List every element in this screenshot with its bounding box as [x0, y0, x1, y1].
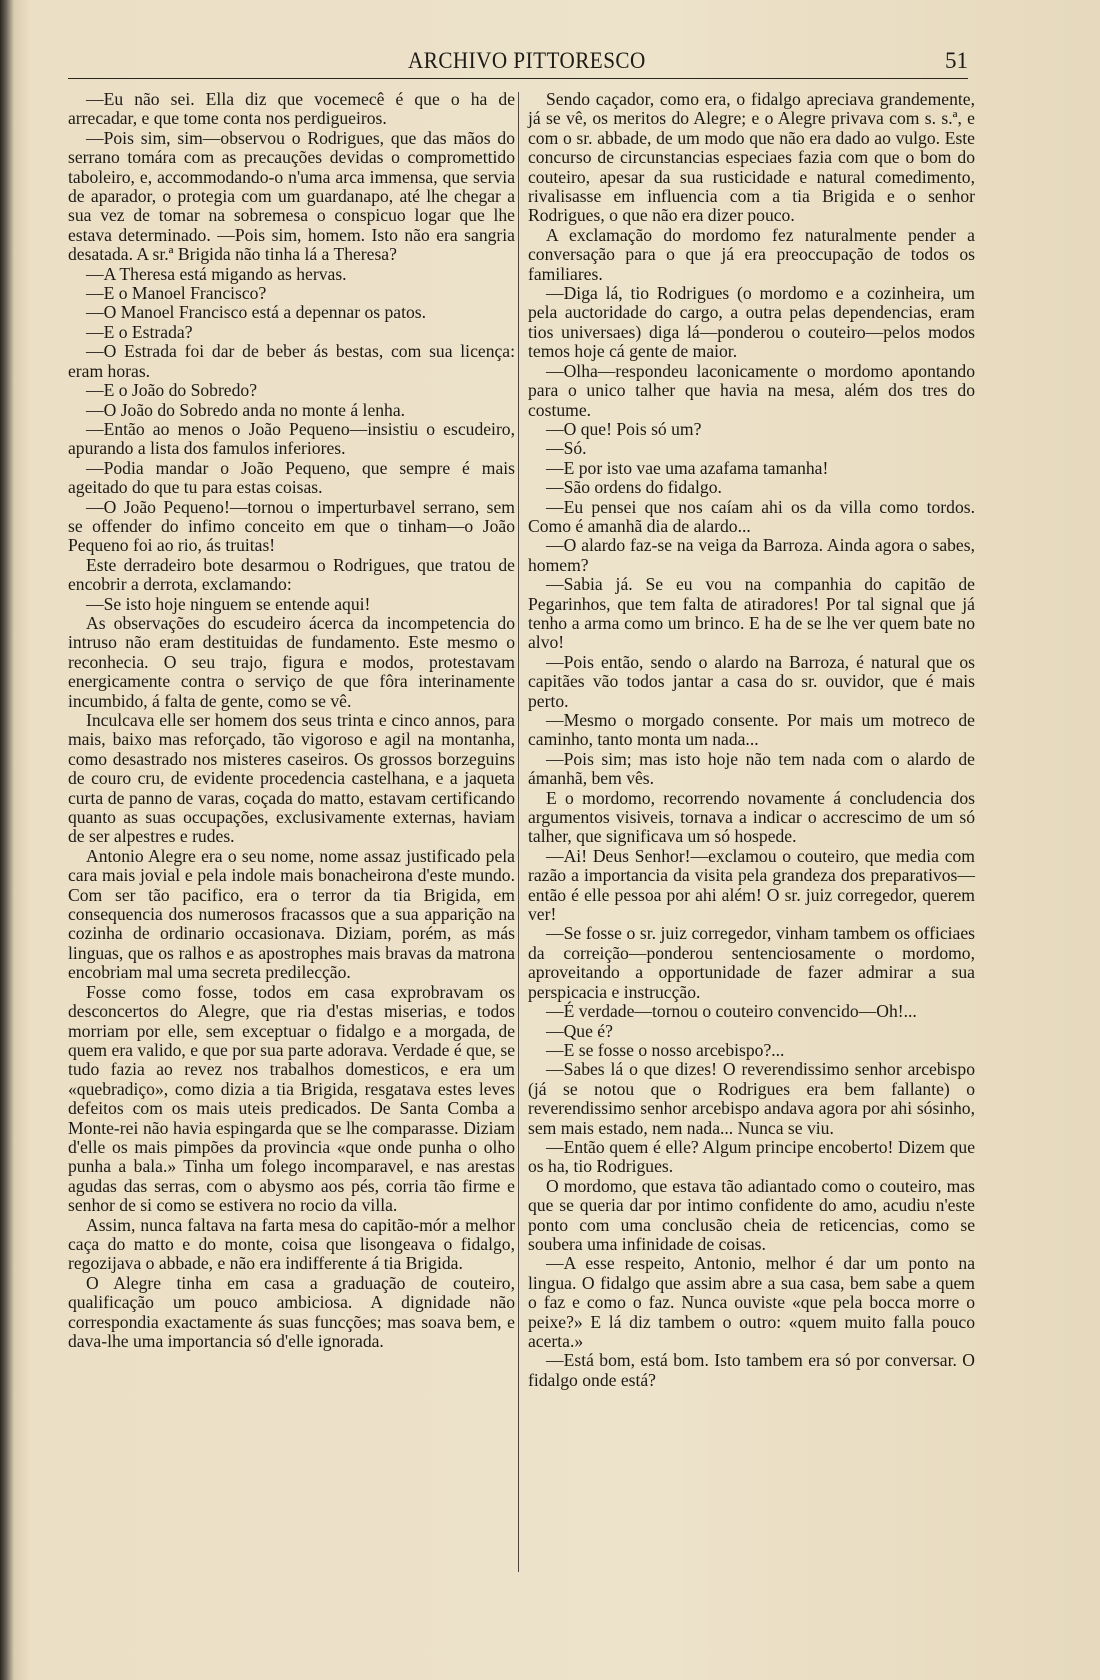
paragraph: —Eu pensei que nos caíam ahi os da villa como tordos. Como é amanhã dia de alardo...: [528, 496, 975, 536]
paragraph: O mordomo, que estava tão adiantado como o couteiro, mas que se queria dar por intimo confidente do amo, acudiu n'este ponto com uma conclusão cheia de reticencias, como se soubera uma infinidade de coisas.: [528, 1175, 975, 1254]
paragraph: —Se fosse o sr. juiz corregedor, vinham tambem os officiaes da correição—ponderou sentenciosamente o mordomo, aproveitando a opportunidade de fazer admirar a sua perspicacia e instrucção.: [528, 923, 975, 1002]
paragraph: —O Estrada foi dar de beber ás bestas, com sua licença: eram horas.: [68, 341, 515, 381]
paragraph: —E o Manoel Francisco?: [86, 283, 267, 304]
paragraph: —O João do Sobredo anda no monte á lenha.: [86, 399, 406, 420]
paragraph: —Pois então, sendo o alardo na Barroza, é natural que os capitães vão todos jantar a casa do sr. ouvidor, que é mais perto.: [528, 651, 975, 711]
paragraph: —São ordens do fidalgo.: [546, 477, 722, 498]
paragraph: —Então quem é elle? Algum principe encoberto! Dizem que os ha, tio Rodrigues.: [528, 1136, 975, 1177]
paragraph: —Olha—respondeu laconicamente o mordomo apontando para o unico talher que havia na mesa, além dos tres do costume.: [528, 360, 975, 420]
paragraph: —O que! Pois só um?: [546, 418, 702, 439]
paragraph: —Só.: [546, 438, 587, 459]
paragraph: Inculcava elle ser homem dos seus trinta e cinco annos, para mais, baixo mas reforçado, tão vigoroso e agil na montanha, como desastrado nos misteres caseiros. Os grossos borzeguins de couro cru, de evidente procedencia castelhana, e a jaqueta curta de panno de varas, coçada do matto, estavam certificando quanto as suas occupações, exclusivamente externas, haviam de ser alpestres e rudes.: [68, 710, 515, 847]
paragraph: Este derradeiro bote desarmou o Rodrigues, que tratou de encobrir a derrota, exclamando:: [68, 554, 515, 595]
column-divider: [518, 92, 519, 1572]
right-column: [528, 90, 975, 1390]
page-number: 51: [945, 48, 968, 73]
paragraph: —E por isto vae uma azafama tamanha!: [546, 457, 829, 478]
paragraph: —E o João do Sobredo?: [86, 380, 258, 401]
paragraph: Assim, nunca faltava na farta mesa do capitão-mór a melhor caça do matto e do monte, coisa que lisongeava o fidalgo, regozijava o abbade, e não era indifferente á tia Brigida.: [68, 1214, 515, 1274]
paragraph: Antonio Alegre era o seu nome, nome assaz justificado pela cara mais jovial e pela indole mais bonacheirona d'este mundo. Com ser tão pacifico, era o terror da tia Brigida, em consequencia dos numerosos fracassos que a sua apparição na cozinha de ordinario occasionava. Diziam, porém, as más linguas, que os ralhos e as apostrophes mais bravas da matrona encobriam mal uma secreta predilecção.: [68, 845, 515, 983]
paragraph: —O João Pequeno!—tornou o imperturbavel serrano, sem se offender do infimo conceito em que o tinham—o João Pequeno foi ao rio, ás truitas!: [68, 496, 515, 556]
paragraph: —Mesmo o morgado consente. Por mais um motreco de caminho, tanto monta um nada...: [528, 710, 975, 750]
paragraph: Fosse como fosse, todos em casa exprobravam os desconcertos do Alegre, que ria d'estas miserias, e todos morriam por elle, sem exceptuar o fidalgo e a morgada, de quem era valido, e que por sua parte adorava. Verdade é que, se tudo fazia ao revez nos trabalhos domesticos, e era um «quebradiço», como dizia a tia Brigida, resgatava estes leves defeitos com os mais uteis predicados. De Santa Comba a Monte-rei não havia espingarda que se lhe comparasse. Diziam d'elle os mais pimpões da provincia «que onde punha o olho punha a bala.» Tinha um folego incomparavel, e nas arestas agudas das serras, com o abysmo aos pés, corria tão firme e senhor de si como se estivera no rocio da villa.: [68, 981, 515, 1216]
paragraph: —É verdade—tornou o couteiro convencido—Oh!...: [546, 1001, 917, 1022]
running-title: ARCHIVO PITTORESCO: [408, 48, 646, 73]
paragraph: As observações do escudeiro ácerca da incompetencia do intruso não eram destituidas de fundamento. Este mesmo o reconhecia. O seu trajo, figura e modos, protestavam energicamente contra o serviço de que fôra interinamente incumbido, á falta de gente, como se vê.: [68, 612, 515, 711]
paragraph: —Podia mandar o João Pequeno, que sempre é mais ageitado do que tu para estas coisas.: [68, 457, 515, 498]
paragraph: E o mordomo, recorrendo novamente á concludencia dos argumentos visiveis, tornava a indicar o accrescimo de um só talher, que significava um só hospede.: [528, 787, 975, 847]
paragraph: A exclamação do mordomo fez naturalmente pender a conversação para o que já era preoccupação de todos os familiares.: [528, 224, 975, 284]
paragraph: —Que é?: [546, 1020, 613, 1041]
paragraph: —Se isto hoje ninguem se entende aqui!: [86, 593, 371, 614]
paragraph: —Sabes lá o que dizes! O reverendissimo senhor arcebispo (já se notou que o Rodrigues era bem fallante) o reverendissimo senhor arcebispo andava agora por ahi sósinho, sem mais estado, nem nada... Nunca se viu.: [528, 1059, 975, 1138]
paragraph: —A esse respeito, Antonio, melhor é dar um ponto na lingua. O fidalgo que assim abre a sua casa, bem sabe a quem o faz e como o faz. Nunca ouviste «que pela bocca morre o peixe?» E lá diz tambem o outro: «quem muito falla pouco acerta.»: [528, 1253, 975, 1351]
page-header: [68, 44, 968, 79]
paragraph: —E o Estrada?: [86, 321, 193, 342]
paragraph: —Eu não sei. Ella diz que vocemecê é que o ha de arrecadar, e que tome conta nos perdigueiros.: [68, 89, 515, 129]
paragraph: —Está bom, está bom. Isto tambem era só por conversar. O fidalgo onde está?: [528, 1350, 975, 1390]
paragraph: —O alardo faz-se na veiga da Barroza. Ainda agora o sabes, homem?: [528, 535, 975, 575]
paragraph: —A Theresa está migando as hervas.: [86, 263, 347, 284]
paragraph: —Pois sim, sim—observou o Rodrigues, que das mãos do serrano tomára com as precauções devidas o compromettido taboleiro, e, accommodando-o n'uma arca immensa, que servia de aparador, o protegia com um guardanapo, até lhe chegar a sua vez de tomar na sobremesa o conspicuo logar que lhe estava determinado. —Pois sim, homem. Isto não era sangria desatada. A sr.ª Brigida não tinha lá a Theresa?: [68, 127, 515, 265]
paragraph: —Sabia já. Se eu vou na companhia do capitão de Pegarinhos, que tem falta de atiradores! Por tal signal que já tenho a arma como um brinco. E ha de se lhe ver quem bate no alvo!: [528, 574, 975, 653]
paragraph: —E se fosse o nosso arcebispo?...: [546, 1039, 785, 1060]
paragraph: —Diga lá, tio Rodrigues (o mordomo e a cozinheira, um pela auctoridade do cargo, a outra pelas dependencias, eram tios universaes) diga lá—ponderou o couteiro—pelos modos temos hoje cá gente de maior.: [528, 283, 975, 362]
paragraph: —Ai! Deus Senhor!—exclamou o couteiro, que media com razão a importancia da visita pela grandeza dos preparativos—então é elle pessoa por ahi além! O sr. juiz corregedor, querem ver!: [528, 845, 975, 925]
left-column: [68, 90, 515, 1351]
paragraph: Sendo caçador, como era, o fidalgo apreciava grandemente, já se vê, os meritos do Alegre; e o Alegre privava com s. s.ª, e com o sr. abbade, de um modo que não era dado ao vulgo. Este concurso de circunstancias especiaes fazia com que o bom do couteiro, apesar da sua rusticidade e natural comedimento, rivalisasse em influencia com a tia Brigida e o senhor Rodrigues, o que não era dizer pouco.: [528, 89, 975, 226]
paragraph: —O Manoel Francisco está a depennar os patos.: [86, 302, 427, 323]
paragraph: —Então ao menos o João Pequeno—insistiu o escudeiro, apurando a lista dos famulos inferiores.: [68, 418, 515, 459]
paragraph: —Pois sim; mas isto hoje não tem nada com o alardo de ámanhã, bem vês.: [528, 748, 975, 789]
paragraph: O Alegre tinha em casa a graduação de couteiro, qualificação um pouco ambiciosa. A dignidade não correspondia exactamente ás suas funcções; mas soava bem, e dava-lhe uma importancia só d'elle ignorada.: [68, 1272, 515, 1351]
